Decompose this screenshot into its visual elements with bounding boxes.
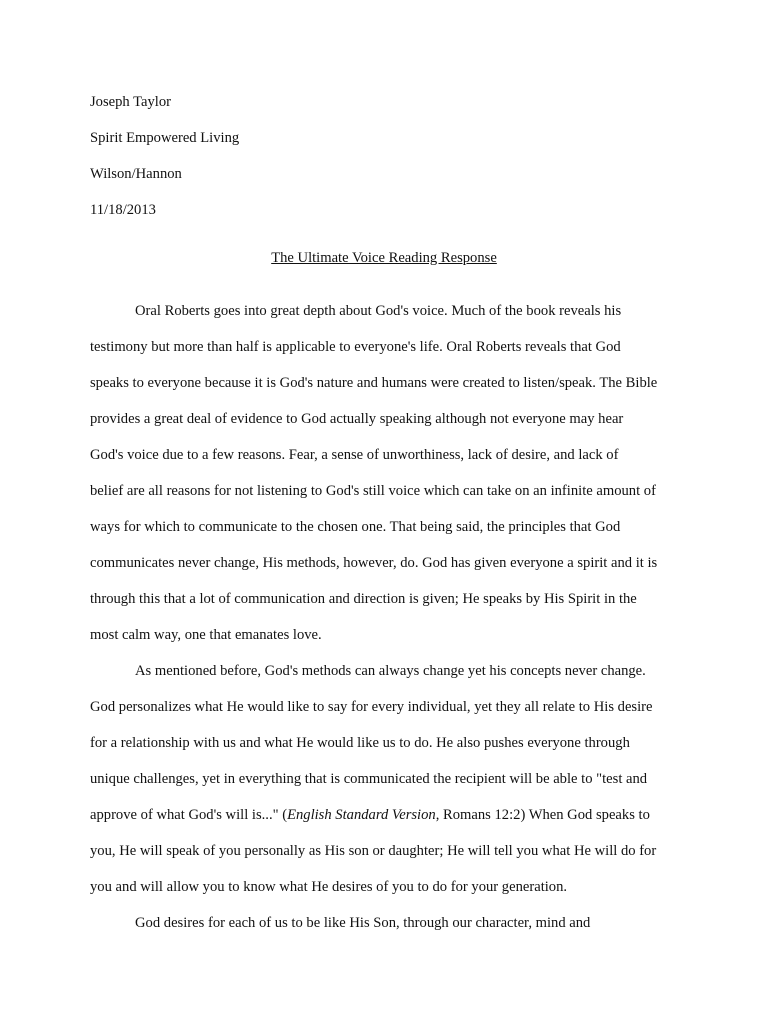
document-body [90,293,690,941]
paragraph-line: God's voice due to a few reasons. Fear, a sense of unworthiness, lack of desire, and lack of [90,447,619,463]
paragraph-line: communicates never change, His methods, however, do. God has given everyone a spirit and it is [90,555,658,571]
paragraph-line: you and will allow you to know what He desires of you to do for your generation. [90,879,568,895]
paragraph-line: through this that a lot of communication and direction is given; He speaks by His Spirit in the [90,591,637,607]
paragraph-1 [90,293,690,653]
paragraph-line: belief are all reasons for not listening to God's still voice which can take on an infinite amount of [90,483,656,499]
citation-pre-text: approve of what God's will is..." ( [90,807,288,823]
paragraph-line: Oral Roberts goes into great depth about God's voice. Much of the book reveals his [135,303,622,319]
paragraph-line: God personalizes what He would like to say for every individual, yet they all relate to His desire [90,699,653,715]
paragraph-2 [90,653,690,905]
paragraph-line: speaks to everyone because it is God's nature and humans were created to listen/speak. The Bible [90,375,658,391]
author-name: Joseph Taylor [90,94,171,110]
document-title-text: The Ultimate Voice Reading Response [271,250,497,266]
paragraph-line: God desires for each of us to be like His Son, through our character, mind and [135,915,591,931]
paragraph-3 [90,905,690,941]
citation-line [45,797,690,833]
document-title [0,248,768,268]
paragraph-line: provides a great deal of evidence to God actually speaking although not everyone may hear [90,411,624,427]
paragraph-line: you, He will speak of you personally as His son or daughter; He will tell you what He will do for [90,843,657,859]
bible-version-title: English Standard Version [287,807,436,823]
paragraph-line: unique challenges, yet in everything that is communicated the recipient will be able to "test and [90,771,648,787]
paragraph-line: for a relationship with us and what He would like us to do. He also pushes everyone through [90,735,630,751]
document-date: 11/18/2013 [90,202,156,218]
paragraph-line: most calm way, one that emanates love. [90,627,322,643]
instructor-names: Wilson/Hannon [90,166,182,182]
course-name: Spirit Empowered Living [90,130,240,146]
citation-post-text: , Romans 12:2) When God speaks to [435,807,650,823]
paragraph-line: testimony but more than half is applicable to everyone's life. Oral Roberts reveals that God [90,339,621,355]
paragraph-line: As mentioned before, God's methods can always change yet his concepts never change. [135,663,646,679]
paragraph-line: ways for which to communicate to the chosen one. That being said, the principles that God [90,519,621,535]
